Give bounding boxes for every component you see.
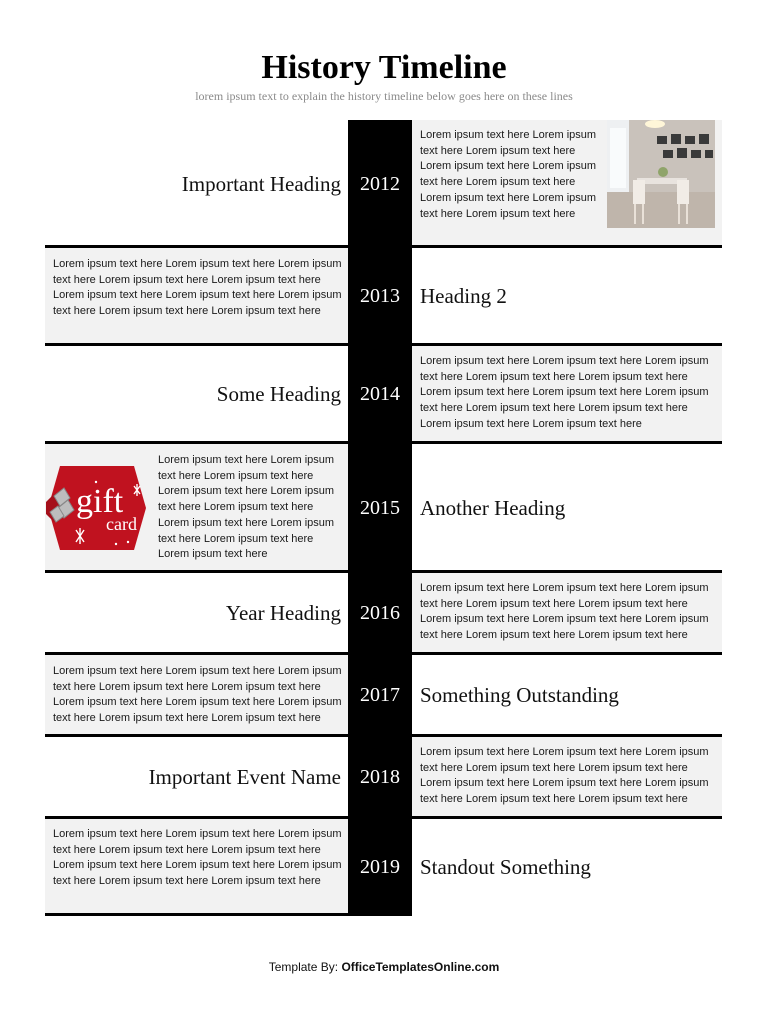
timeline-row-2014 — [0, 346, 768, 443]
footer-prefix: Template By: — [268, 960, 342, 974]
page-title: History Timeline — [261, 49, 507, 86]
year-label: 2019 — [360, 856, 400, 878]
event-body: Lorem ipsum text here Lorem ipsum text here Lorem ipsum text here Lorem ipsum text here Lorem ipsum text here Lorem ipsum text here Lorem ipsum text here Lorem ipsum text here Lorem ipsum text here Lorem ipsum text here — [53, 258, 342, 318]
year-label: 2012 — [360, 172, 400, 195]
dining-room-photo — [607, 120, 715, 228]
event-heading: Important Event Name — [148, 764, 341, 789]
year-label: 2016 — [360, 601, 400, 624]
event-heading: Standout Something — [420, 855, 591, 879]
event-body: Lorem ipsum text here Lorem ipsum text here Lorem ipsum text here Lorem ipsum text here Lorem ipsum text here Lorem ipsum text here Lorem ipsum text here Lorem ipsum text here Lorem ipsum text here — [420, 129, 597, 220]
card-word: card — [106, 514, 137, 534]
event-heading: Year Heading — [225, 600, 341, 625]
footer-site: OfficeTemplatesOnline.com — [341, 960, 500, 974]
event-body: Lorem ipsum text here Lorem ipsum text here Lorem ipsum text here Lorem ipsum text here Lorem ipsum text here Lorem ipsum text here Lorem ipsum text here Lorem ipsum text here Lorem ipsum text here Lorem ipsum text here — [158, 454, 335, 561]
year-label: 2015 — [360, 496, 400, 519]
timeline-row-2018 — [0, 737, 768, 817]
gift-card-image — [46, 462, 148, 554]
event-body: Lorem ipsum text here Lorem ipsum text here Lorem ipsum text here Lorem ipsum text here Lorem ipsum text here Lorem ipsum text here Lorem ipsum text here Lorem ipsum text here Lorem ipsum text here Lorem ipsum text here — [420, 746, 709, 806]
timeline-row-2017 — [0, 655, 768, 735]
timeline-row-2019 — [0, 819, 768, 916]
event-heading: Some Heading — [216, 382, 341, 406]
event-heading: Important Heading — [181, 171, 341, 196]
event-body: Lorem ipsum text here Lorem ipsum text here Lorem ipsum text here Lorem ipsum text here Lorem ipsum text here Lorem ipsum text here Lorem ipsum text here Lorem ipsum text here Lorem ipsum text here Lorem ipsum text here — [53, 828, 342, 888]
year-label: 2014 — [360, 383, 400, 405]
gift-word: gift — [76, 483, 124, 520]
event-heading: Something Outstanding — [420, 682, 619, 707]
page-subtitle: lorem ipsum text to explain the history timeline below goes here on these lines — [195, 89, 573, 103]
row-divider — [45, 913, 348, 916]
timeline-row-2016 — [0, 573, 768, 653]
event-body: Lorem ipsum text here Lorem ipsum text here Lorem ipsum text here Lorem ipsum text here Lorem ipsum text here Lorem ipsum text here Lorem ipsum text here Lorem ipsum text here Lorem ipsum text here Lorem ipsum text here Lorem ipsum text here Lorem ipsum text here — [420, 355, 709, 430]
event-heading: Heading 2 — [420, 284, 507, 308]
year-label: 2017 — [360, 683, 400, 706]
event-heading: Another Heading — [420, 495, 566, 520]
year-label: 2013 — [360, 285, 400, 307]
event-body: Lorem ipsum text here Lorem ipsum text here Lorem ipsum text here Lorem ipsum text here Lorem ipsum text here Lorem ipsum text here Lorem ipsum text here Lorem ipsum text here Lorem ipsum text here Lorem ipsum text here — [420, 582, 709, 642]
timeline-row-2013 — [0, 248, 768, 345]
year-label: 2018 — [360, 765, 400, 788]
footer-credit — [0, 960, 768, 974]
event-body: Lorem ipsum text here Lorem ipsum text here Lorem ipsum text here Lorem ipsum text here Lorem ipsum text here Lorem ipsum text here Lorem ipsum text here Lorem ipsum text here Lorem ipsum text here Lorem ipsum text here — [53, 665, 342, 725]
